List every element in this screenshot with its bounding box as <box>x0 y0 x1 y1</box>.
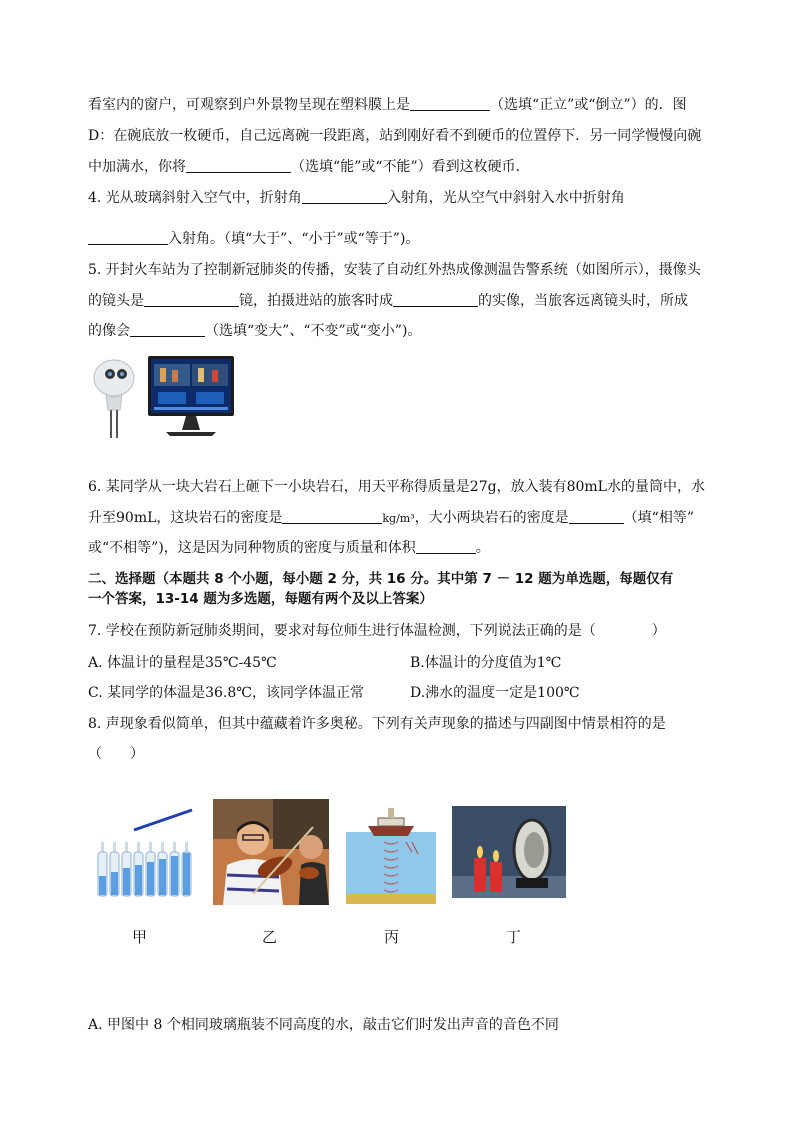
q6-text: （填“相等” <box>623 510 694 526</box>
q3-text: （选填“正立”或“倒立”）的．图 <box>490 97 687 113</box>
ship-sonar-figure <box>346 802 436 904</box>
q4-text: 入射角。（填“大于”、“小于”或“等于”)。 <box>168 231 420 247</box>
option-b[interactable]: B.体温计的分度值为1℃ <box>410 655 562 671</box>
q5-text: 的实像，当旅客远离镜头时，所成 <box>478 293 688 309</box>
q5-line-1: 5. 开封火车站为了控制新冠肺炎的传播，安装了自动红外热成像测温告警系统（如图所示），摄像头 <box>88 262 701 278</box>
q3-line-1 <box>88 95 687 115</box>
sea-floor <box>346 894 436 904</box>
camera-head <box>94 360 134 396</box>
thermal-camera-figure <box>88 352 238 440</box>
answer-blank[interactable] <box>569 508 624 524</box>
q6-line-2 <box>88 508 694 529</box>
figure-caption-ding: 丁 <box>506 928 522 946</box>
q8-option-a[interactable]: A. 甲图中 8 个相同玻璃瓶装不同高度的水，敲击它们时发出声音的音色不同 <box>88 1017 559 1033</box>
option-d[interactable]: D.沸水的温度一定是100℃ <box>410 685 580 701</box>
q5-text: 镜，拍摄进站的旅客时成 <box>239 293 393 309</box>
answer-blank[interactable] <box>144 291 239 307</box>
striking-rod <box>134 810 192 830</box>
q8-stem: 8. 声现象看似简单，但其中蕴藏着许多奥秘。下列有关声现象的描述与四副图中情景相符的是 <box>88 716 666 732</box>
q8-paren: （ ） <box>88 746 144 762</box>
q4-text: 入射角，光从空气中斜射入水中折射角 <box>386 190 625 206</box>
monitor-stand <box>166 432 216 436</box>
q5-text: （选填“变大”、“不变”或“变小”)。 <box>205 323 422 339</box>
speaker-candles-figure <box>452 806 566 898</box>
q6-text: ，大小两块岩石的密度是 <box>414 510 569 526</box>
candle-flame <box>477 846 483 858</box>
answer-blank[interactable] <box>130 321 205 337</box>
q3-text: 中加满水，你将 <box>88 159 186 175</box>
ship-hull <box>368 826 414 836</box>
q6-text: 或“不相等”)，这是因为同种物质的密度与质量和体积 <box>88 540 416 556</box>
q4-line-1 <box>88 188 625 208</box>
section-heading-cont: 一个答案，13-14 题为多选题，每题有两个及以上答案） <box>88 591 433 607</box>
bottles-figure <box>96 806 194 898</box>
q5-line-3 <box>88 321 421 341</box>
answer-blank[interactable] <box>302 188 387 204</box>
answer-blank[interactable] <box>410 95 490 111</box>
figure-caption-yi: 乙 <box>262 928 278 946</box>
q5-text: 的镜头是 <box>88 293 144 309</box>
q6-text: 。 <box>475 540 490 556</box>
q6-line-3 <box>88 538 490 558</box>
figure-caption-jia: 甲 <box>132 928 148 946</box>
candle-flame <box>493 850 499 862</box>
answer-blank[interactable] <box>282 508 382 524</box>
figure-caption-bing: 丙 <box>384 928 400 946</box>
section-heading: 二、选择题（本题共 8 个小题，每小题 2 分，共 16 分。其中第 7 － 12 题为单选题，每题仅有 <box>88 571 674 587</box>
q3-line-2: D：在碗底放一枚硬币，自己远离碗一段距离，站到刚好看不到硬币的位置停下．另一同学慢慢向碗 <box>88 128 702 144</box>
candle <box>490 862 502 892</box>
q7-stem: 7. 学校在预防新冠肺炎期间，要求对每位师生进行体温检测，下列说法正确的是（ ） <box>88 623 666 639</box>
speaker-stand <box>516 878 548 888</box>
answer-blank[interactable] <box>416 538 476 554</box>
candle <box>474 858 486 892</box>
q5-line-2 <box>88 291 688 311</box>
q3-text: 看室内的窗户，可观察到户外景物呈现在塑料膜上是 <box>88 97 410 113</box>
option-c[interactable]: C. 某同学的体温是36.8℃，该同学体温正常 <box>88 685 364 701</box>
answer-blank[interactable] <box>393 291 478 307</box>
sea-water <box>346 832 436 894</box>
violin-players-figure <box>213 799 329 905</box>
q5-text: 的像会 <box>88 323 130 339</box>
q6-line-1: 6. 某同学从一块大岩石上砸下一小块岩石，用天平称得质量是27g，放入装有80mL水的量筒中，水 <box>88 479 705 495</box>
answer-blank[interactable] <box>186 157 291 173</box>
option-a[interactable]: A. 体温计的量程是35℃-45℃ <box>88 655 277 671</box>
q3-text: （选填“能”或“不能”）看到这枚硬币． <box>291 159 530 175</box>
q6-text: 升至90mL，这块岩石的密度是 <box>88 510 283 526</box>
answer-blank[interactable] <box>88 229 168 245</box>
unit-label: kg/m³ <box>382 512 415 525</box>
q3-line-3 <box>88 157 530 177</box>
glass-bottles <box>98 842 191 896</box>
q4-line-2 <box>88 229 419 249</box>
q4-text: 4. 光从玻璃斜射入空气中，折射角 <box>88 190 302 206</box>
